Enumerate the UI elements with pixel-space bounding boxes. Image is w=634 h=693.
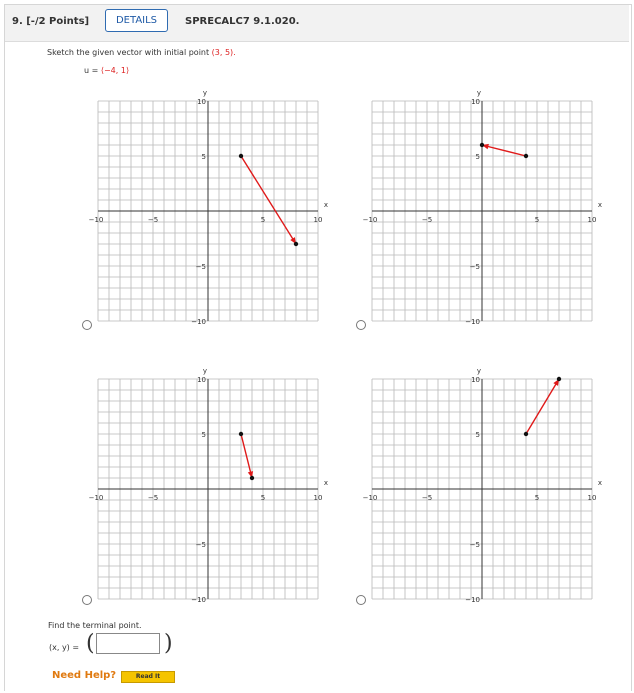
x-tick-label: 10 <box>587 494 597 502</box>
option-2-radio[interactable] <box>356 320 366 330</box>
close-paren: ) <box>164 631 173 656</box>
vector-value: ⟨−4, 1⟩ <box>100 66 130 75</box>
x-axis-label: x <box>323 201 329 209</box>
x-axis-label: x <box>597 479 603 487</box>
find-terminal-text: Find the terminal point. <box>48 621 142 630</box>
x-tick-label: 5 <box>260 216 266 224</box>
prompt-sentence: Sketch the given vector with initial point <box>47 48 210 57</box>
y-tick-label: −10 <box>191 318 206 326</box>
terminal-point-dot <box>557 377 561 381</box>
initial-point-dot <box>524 432 528 436</box>
x-tick-label: −5 <box>147 216 159 224</box>
x-tick-label: 10 <box>313 216 323 224</box>
x-tick-label: 10 <box>313 494 323 502</box>
option-1-radio[interactable] <box>82 320 92 330</box>
graph-3 <box>89 367 328 604</box>
details-button[interactable]: DETAILS <box>105 9 168 32</box>
initial-point-dot <box>239 432 243 436</box>
x-tick-label: −10 <box>362 494 378 502</box>
x-tick-label: −10 <box>88 494 104 502</box>
x-tick-label: −5 <box>147 494 159 502</box>
y-tick-label: −10 <box>465 318 480 326</box>
initial-point: (3, 5). <box>211 48 236 57</box>
terminal-point-input[interactable] <box>96 633 160 654</box>
graph-4 <box>363 367 602 604</box>
y-tick-label: −10 <box>191 596 206 604</box>
y-axis-label: y <box>202 89 208 97</box>
y-tick-label: −5 <box>469 263 480 271</box>
y-tick-label: 5 <box>201 153 206 161</box>
y-tick-label: 10 <box>471 376 480 384</box>
x-tick-label: −5 <box>421 216 433 224</box>
y-tick-label: −10 <box>465 596 480 604</box>
y-tick-label: 10 <box>471 98 480 106</box>
x-tick-label: 5 <box>534 216 540 224</box>
y-tick-label: 5 <box>475 431 480 439</box>
y-tick-label: 10 <box>197 98 206 106</box>
initial-point-dot <box>239 154 243 158</box>
terminal-point-dot <box>294 242 298 246</box>
y-axis-label: y <box>476 89 482 97</box>
question-code: SPRECALC7 9.1.020. <box>185 16 300 27</box>
terminal-point-dot <box>480 143 484 147</box>
x-tick-label: −10 <box>362 216 378 224</box>
graph-1 <box>89 89 328 326</box>
option-3-radio[interactable] <box>82 595 92 605</box>
vector-line <box>526 379 559 434</box>
y-tick-label: −5 <box>195 263 206 271</box>
x-axis-label: x <box>323 479 329 487</box>
question-number: 9. [-/2 Points] <box>12 16 90 27</box>
y-tick-label: 5 <box>201 431 206 439</box>
x-axis-label: x <box>597 201 603 209</box>
y-tick-label: −5 <box>469 541 480 549</box>
y-tick-label: 5 <box>475 153 480 161</box>
y-axis-label: y <box>202 367 208 375</box>
read-it-button[interactable]: Read It <box>121 671 175 683</box>
y-tick-label: 10 <box>197 376 206 384</box>
initial-point-dot <box>524 154 528 158</box>
x-tick-label: 10 <box>587 216 597 224</box>
terminal-point-dot <box>250 476 254 480</box>
x-tick-label: 5 <box>534 494 540 502</box>
xy-label: (x, y) = <box>49 643 80 652</box>
option-4-radio[interactable] <box>356 595 366 605</box>
x-tick-label: 5 <box>260 494 266 502</box>
y-axis-label: y <box>476 367 482 375</box>
x-tick-label: −5 <box>421 494 433 502</box>
x-tick-label: −10 <box>88 216 104 224</box>
vector-prefix: u = <box>84 66 101 75</box>
open-paren: ( <box>86 631 95 656</box>
need-help-label: Need Help? <box>52 670 117 681</box>
graph-2 <box>363 89 602 326</box>
y-tick-label: −5 <box>195 541 206 549</box>
